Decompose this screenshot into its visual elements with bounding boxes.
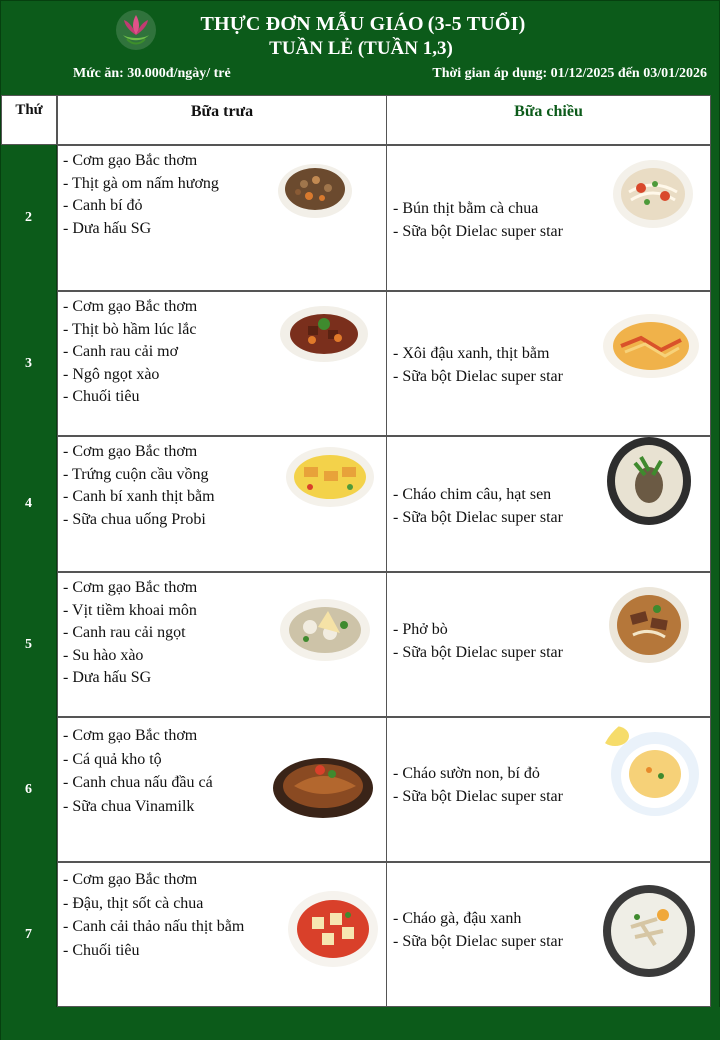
footer-bar <box>1 1007 720 1040</box>
list-item: - Cơm gạo Bắc thơm <box>63 443 198 460</box>
list-item: - Ngô ngọt xào <box>63 365 160 383</box>
duck-taro-dish-image <box>278 597 372 663</box>
list-item: - Thịt gà om nấm hương <box>63 174 219 192</box>
day-cell: 7 <box>1 862 57 1007</box>
price-info: Mức ăn: 30.000đ/ngày/ trẻ <box>73 66 231 81</box>
list-item: - Cháo chim câu, hạt sen <box>393 486 552 503</box>
tofu-tomato-dish-image <box>286 889 380 969</box>
list-item: - Sữa chua uống Probi <box>63 510 206 528</box>
list-item: - Cơm gạo Bắc thơm <box>63 871 198 888</box>
table-header-row <box>1 95 711 145</box>
lunch-cell <box>57 291 387 436</box>
list-item: - Sữa bột Dielac super star <box>393 787 563 805</box>
table-row <box>1 572 711 717</box>
list-item: - Canh cải thảo nấu thịt bằm <box>63 918 245 935</box>
menu-title: THỰC ĐƠN MẪU GIÁO (3-5 TUỔI) <box>200 13 526 35</box>
dinner-cell <box>387 572 711 717</box>
lunch-list <box>63 868 244 962</box>
sticky-rice-dish-image <box>601 312 701 380</box>
period-info: Thời gian áp dụng: 01/12/2025 đến 03/01/2026 <box>432 66 707 81</box>
dinner-cell <box>387 145 711 291</box>
chicken-porridge-dish-image <box>597 879 697 979</box>
list-item: - Vịt tiềm khoai môn <box>63 601 197 619</box>
dinner-list <box>393 763 563 808</box>
lunch-list <box>63 724 213 818</box>
list-item: - Cơm gạo Bắc thơm <box>63 298 198 315</box>
day-cell: 2 <box>1 145 57 291</box>
list-item: - Trứng cuộn cầu vồng <box>63 465 209 483</box>
list-item: - Sữa bột Dielac super star <box>393 367 563 385</box>
table-row <box>1 436 711 572</box>
column-header-lunch: Bữa trưa <box>57 95 387 145</box>
list-item: - Sữa bột Dielac super star <box>393 508 563 526</box>
beef-stew-dish-image <box>278 304 370 364</box>
list-item: - Canh rau cải mơ <box>63 343 179 360</box>
dinner-cell <box>387 717 711 862</box>
lunch-cell <box>57 862 387 1007</box>
dinner-cell <box>387 291 711 436</box>
dinner-list <box>393 343 563 388</box>
table-row <box>1 291 711 436</box>
noodle-tomato-dish-image <box>611 158 695 230</box>
dinner-cell <box>387 436 711 572</box>
list-item: - Thịt bò hầm lúc lắc <box>63 320 197 338</box>
lunch-cell <box>57 572 387 717</box>
day-cell: 3 <box>1 291 57 436</box>
list-item: - Dưa hấu SG <box>63 219 152 237</box>
chicken-mushroom-dish-image <box>276 158 354 220</box>
day-cell: 6 <box>1 717 57 862</box>
list-item: - Canh bí đỏ <box>63 197 143 214</box>
dinner-list <box>393 908 563 953</box>
list-item: - Cơm gạo Bắc thơm <box>63 579 198 596</box>
braised-fish-dish-image <box>270 748 376 820</box>
list-item: - Cháo sườn non, bí đỏ <box>393 765 540 782</box>
list-item: - Canh rau cải ngọt <box>63 624 186 641</box>
column-header-day: Thứ <box>1 95 57 145</box>
column-header-dinner: Bữa chiều <box>387 95 711 145</box>
list-item: - Chuối tiêu <box>63 941 140 959</box>
table-row <box>1 145 711 291</box>
dinner-list <box>393 198 563 243</box>
list-item: - Chuối tiêu <box>63 388 140 405</box>
list-item: - Dưa hấu SG <box>63 669 152 686</box>
list-item: - Cơm gạo Bắc thơm <box>63 727 198 744</box>
pigeon-porridge-dish-image <box>605 435 693 527</box>
list-item: - Cá quả kho tộ <box>63 750 162 768</box>
list-item: - Sữa chua Vinamilk <box>63 797 195 815</box>
list-item: - Phở bò <box>393 621 448 638</box>
list-item: - Đậu, thịt sốt cà chua <box>63 894 204 912</box>
lunch-cell <box>57 436 387 572</box>
table-row <box>1 717 711 862</box>
rib-pumpkin-porridge-dish-image <box>599 714 707 822</box>
list-item: - Canh chua nấu đầu cá <box>63 774 213 791</box>
list-item: - Xôi đậu xanh, thịt bằm <box>393 345 550 362</box>
list-item: - Su hào xào <box>63 646 144 664</box>
lunch-list <box>63 577 197 690</box>
rainbow-egg-roll-dish-image <box>284 445 376 509</box>
list-item: - Bún thịt bằm cà chua <box>393 200 539 217</box>
list-item: - Sữa bột Dielac super star <box>393 643 563 661</box>
day-cell: 4 <box>1 436 57 572</box>
list-item: - Cơm gạo Bắc thơm <box>63 152 198 169</box>
list-item: - Sữa bột Dielac super star <box>393 222 563 240</box>
menu-week-title: TUẦN LẺ (TUẦN 1,3) <box>269 38 453 59</box>
lunch-list <box>63 296 197 409</box>
dinner-list <box>393 484 563 529</box>
lunch-cell <box>57 145 387 291</box>
dinner-list <box>393 619 563 664</box>
list-item: - Cháo gà, đậu xanh <box>393 910 522 927</box>
dinner-cell <box>387 862 711 1007</box>
pho-bo-dish-image <box>607 585 691 665</box>
lunch-cell <box>57 717 387 862</box>
day-cell: 5 <box>1 572 57 717</box>
lunch-list <box>63 441 215 531</box>
lunch-list <box>63 150 219 240</box>
menu-header <box>1 1 720 95</box>
list-item: - Sữa bột Dielac super star <box>393 932 563 950</box>
table-row <box>1 862 711 1007</box>
list-item: - Canh bí xanh thịt bằm <box>63 488 215 505</box>
